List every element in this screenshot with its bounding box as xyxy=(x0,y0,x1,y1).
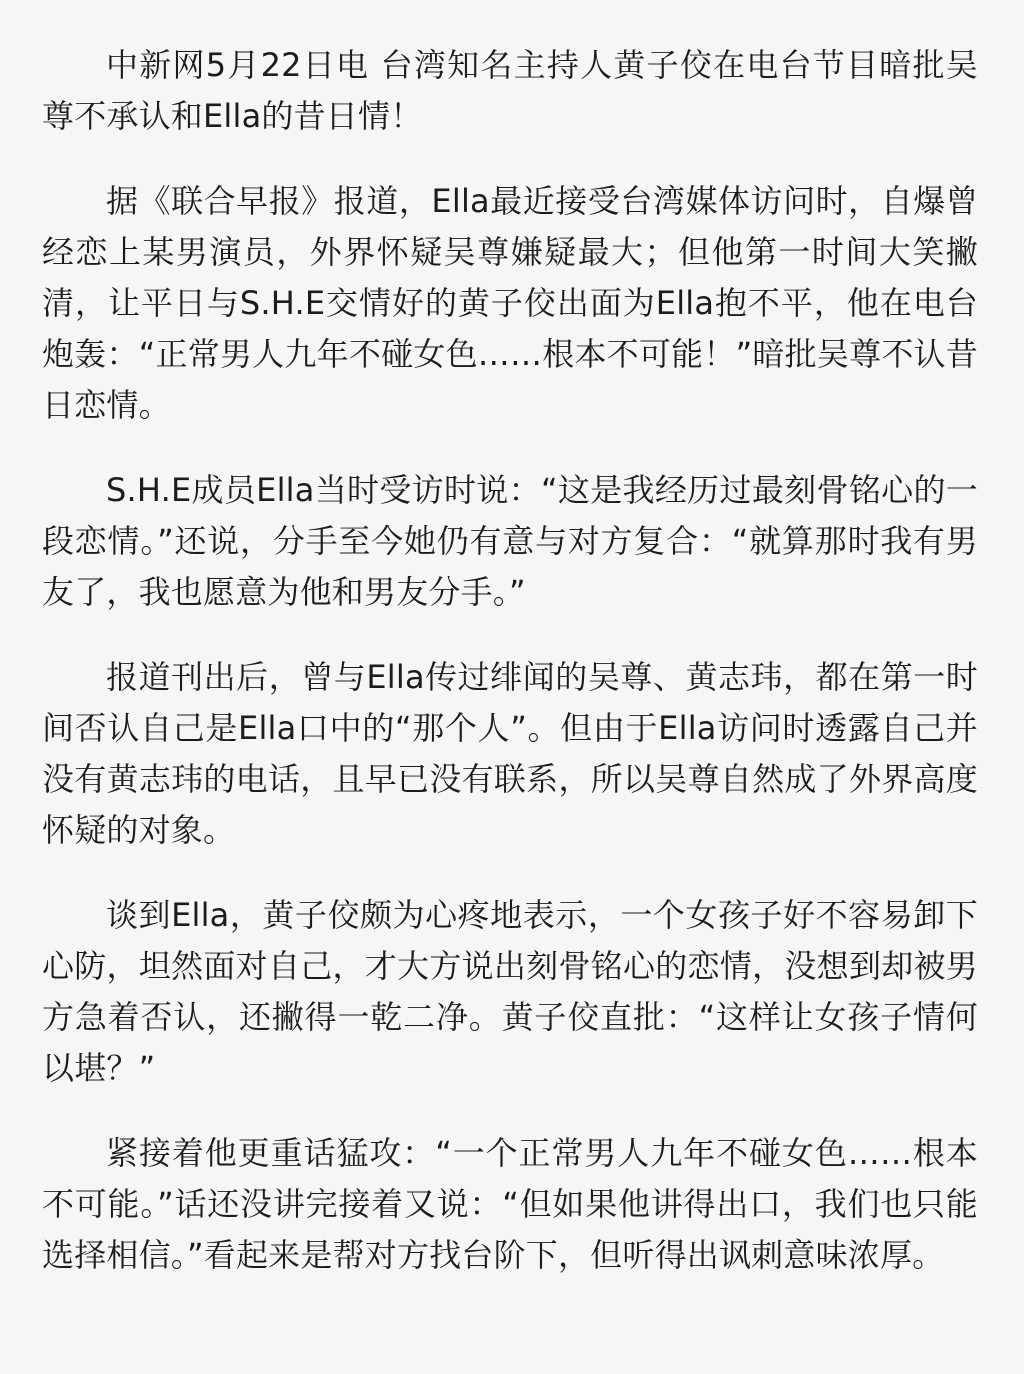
paragraph: S.H.E成员Ella当时受访时说：“这是我经历过最刻骨铭心的一段恋情。”还说，分手至今她仍有意与对方复合：“就算那时我有男友了，我也愿意为他和男友分手。” xyxy=(42,471,978,611)
paragraph: 紧接着他更重话猛攻：“一个正常男人九年不碰女色……根本不可能。”话还没讲完接着又说：“但如果他讲得出口，我们也只能选择相信。”看起来是帮对方找台阶下，但听得出讽刺意味浓厚。 xyxy=(42,1134,978,1274)
paragraph-lead: 中新网5月22日电 台湾知名主持人黄子佼在电台节目暗批吴尊不承认和Ella的昔日情！ xyxy=(42,46,978,135)
paragraph: 谈到Ella，黄子佼颇为心疼地表示，一个女孩子好不容易卸下心防，坦然面对自己，才大方说出刻骨铭心的恋情，没想到却被男方急着否认，还撇得一乾二净。黄子佼直批：“这样让女孩子情何以堪？” xyxy=(42,896,978,1087)
paragraph: 报道刊出后，曾与Ella传过绯闻的吴尊、黄志玮，都在第一时间否认自己是Ella口中的“那个人”。但由于Ella访问时透露自己并没有黄志玮的电话，且早已没有联系，所以吴尊自然成了外界高度怀疑的对象。 xyxy=(42,658,978,849)
paragraph: 据《联合早报》报道，Ella最近接受台湾媒体访问时，自爆曾经恋上某男演员，外界怀疑吴尊嫌疑最大；但他第一时间大笑撇清，让平日与S.H.E交情好的黄子佼出面为Ella抱不平，他在电台炮轰：“正常男人九年不碰女色……根本不可能！”暗批吴尊不认昔日恋情。 xyxy=(42,182,978,424)
